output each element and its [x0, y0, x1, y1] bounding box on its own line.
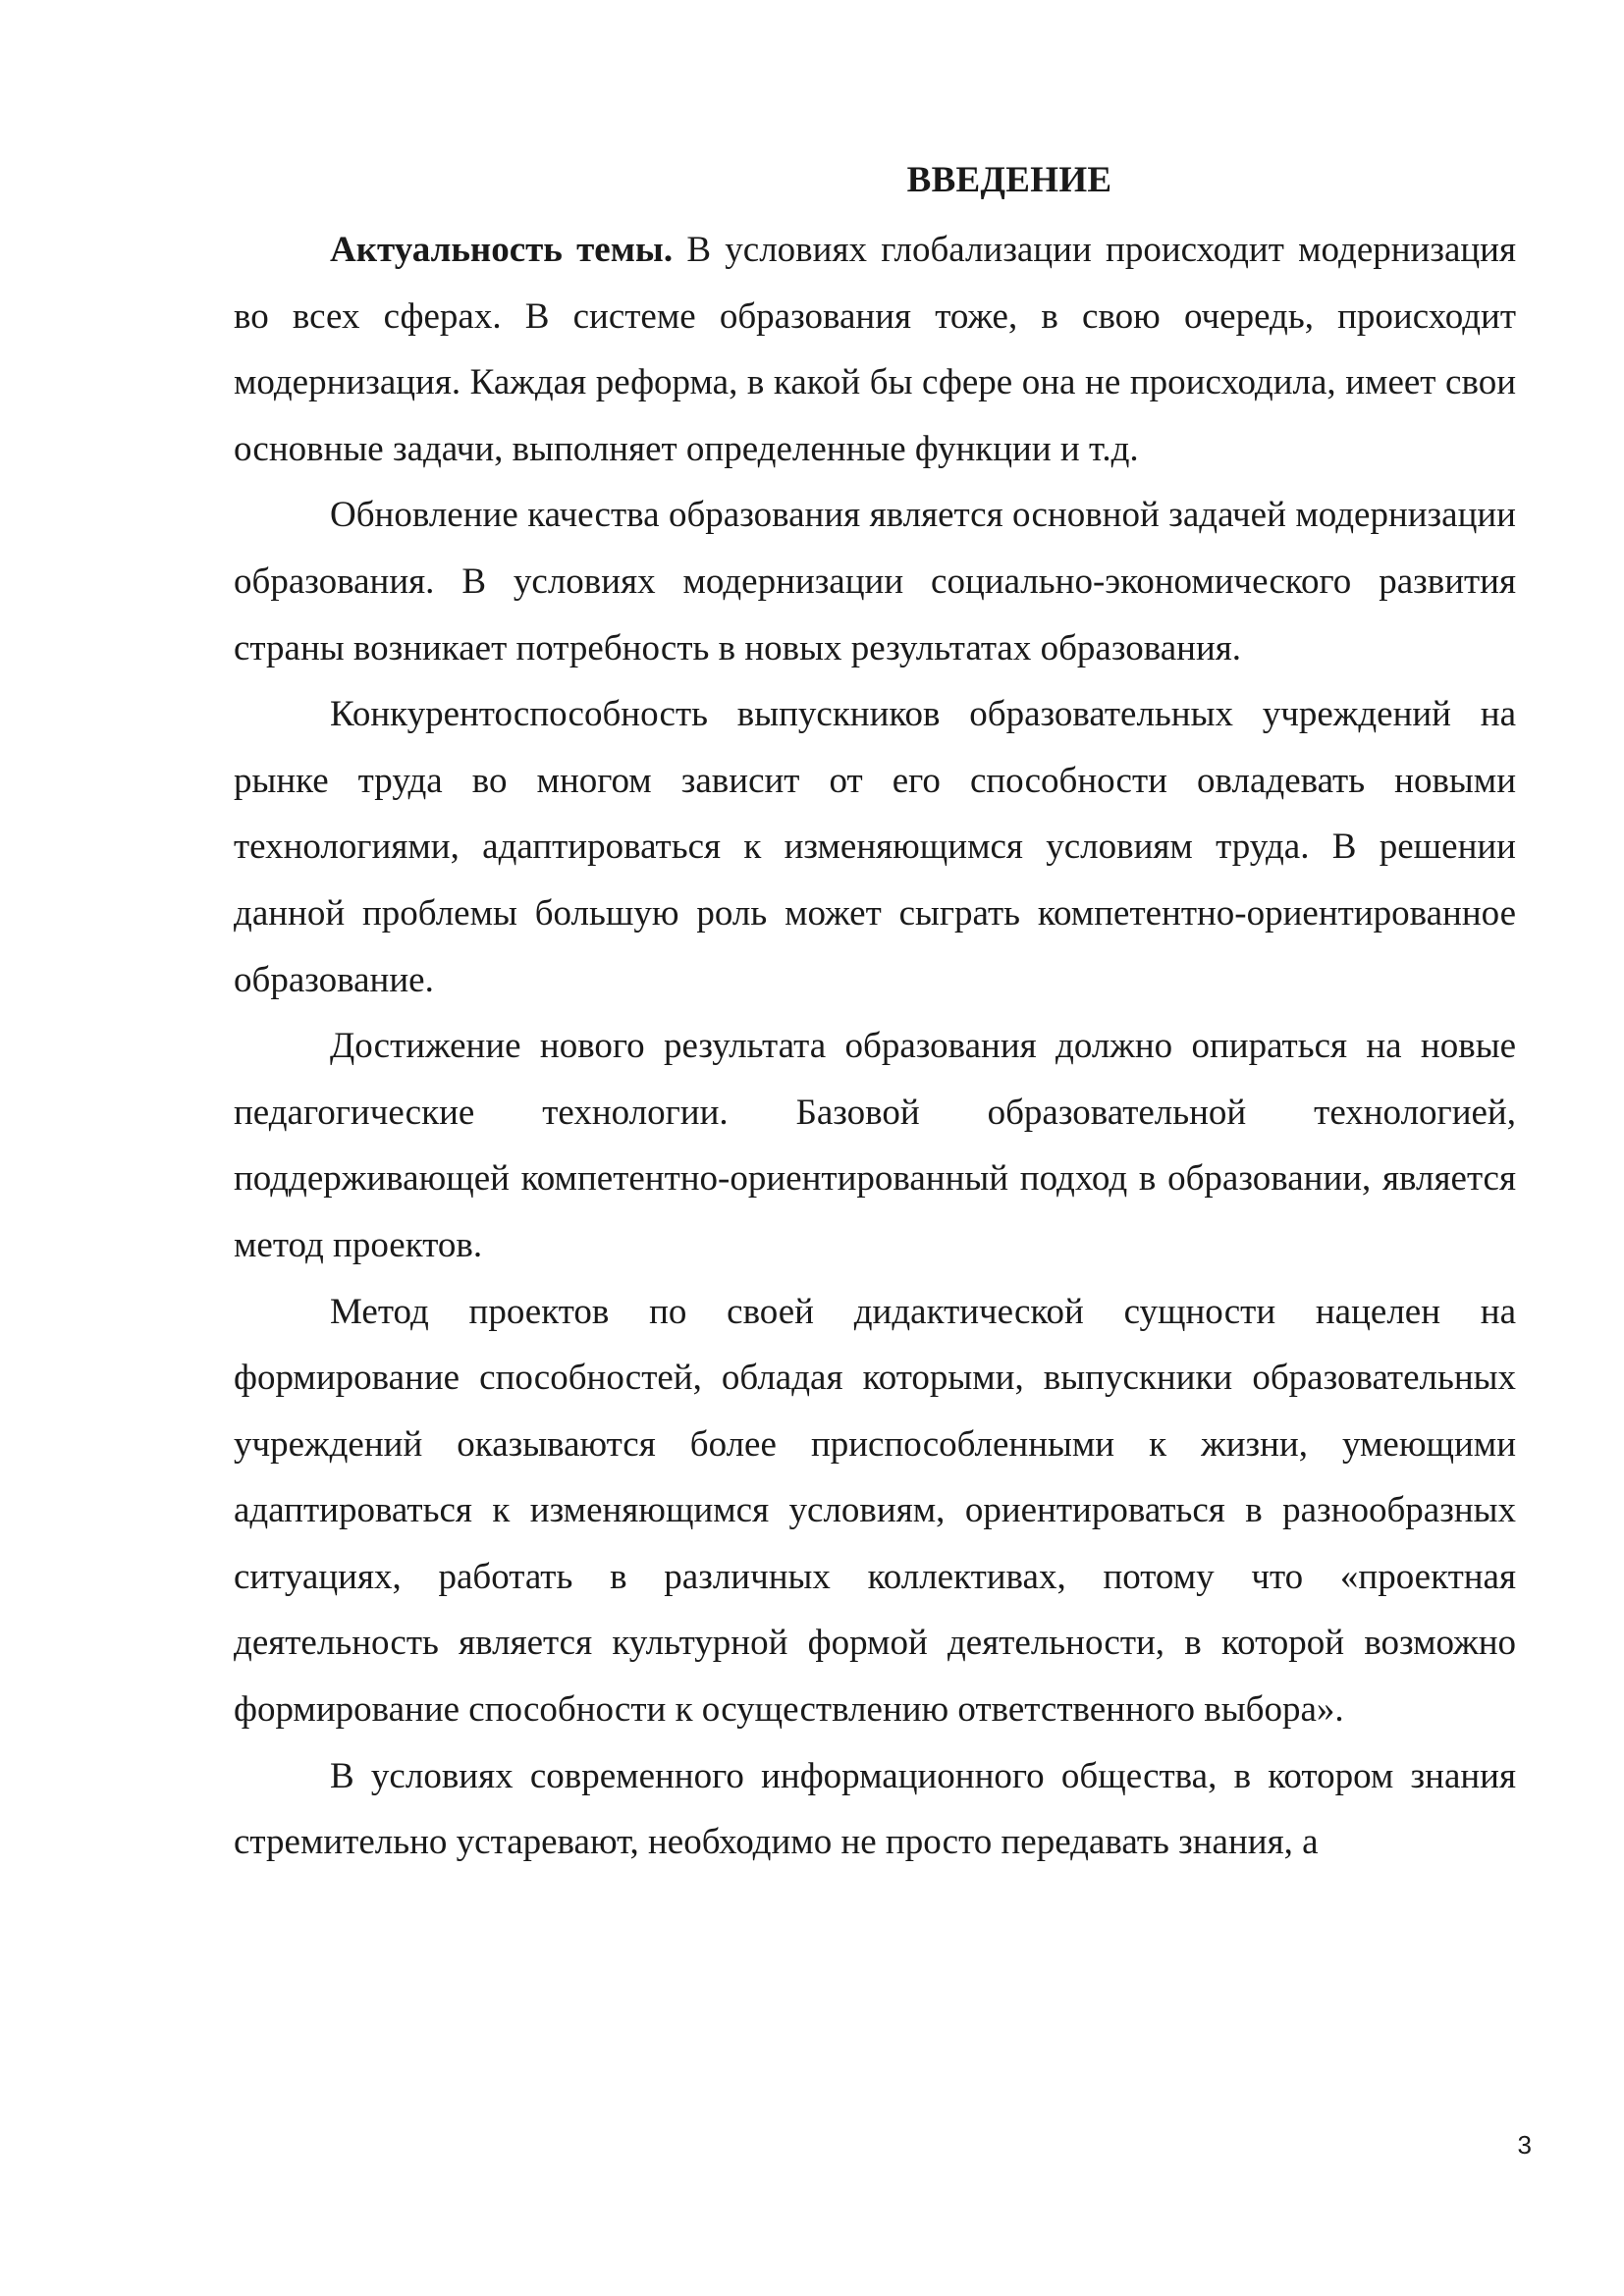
paragraph: Обновление качества образования является основной задачей модернизации образования. В условиях модернизации социально-экономического развития страны возникает потребность в новых результатах образования.	[234, 495, 1516, 668]
relevance-lead: Актуальность темы.	[330, 230, 674, 270]
paragraph: В условиях современного информационного общества, в котором знания стремительно устаревают, необходимо не просто передавать знания, а	[234, 1755, 1516, 1863]
intro-text: В условиях глобализации происходит модернизация во всех сферах. В системе образования тоже, в свою очередь, происходит модернизация. Каждая реформа, в какой бы сфере она не происходила, имеет свои основные задачи, выполняет определенные функции и т.д.	[234, 230, 1516, 469]
paragraph: Метод проектов по своей дидактической сущности нацелен на формирование способностей, обладая которыми, выпускники образовательных учреждений оказываются более приспособленными к жизни, умеющими адаптироваться к изменяющимся условиям, ориентироваться в разнообразных ситуациях, работать в различных коллективах, потому что «проектная деятельность является культурной формой деятельности, в которой возможно формирование способности к осуществлению ответственного выбора».	[234, 1291, 1516, 1731]
paragraph: Конкурентоспособность выпускников образовательных учреждений на рынке труда во многом зависит от его способности овладевать новыми технологиями, адаптироваться к изменяющимся условиям труда. В решении данной проблемы большую роль может сыграть компетентно-ориентированное образование.	[234, 694, 1516, 1000]
paragraph-intro	[234, 217, 1516, 482]
page-number: 3	[1517, 2130, 1532, 2160]
page-content	[234, 151, 1516, 1876]
paragraph: Достижение нового результата образования должно опираться на новые педагогические технологии. Базовой образовательной технологией, поддерживающей компетентно-ориентированный подход в образовании, является метод проектов.	[234, 1026, 1516, 1265]
section-heading: ВВЕДЕНИЕ	[906, 160, 1112, 200]
